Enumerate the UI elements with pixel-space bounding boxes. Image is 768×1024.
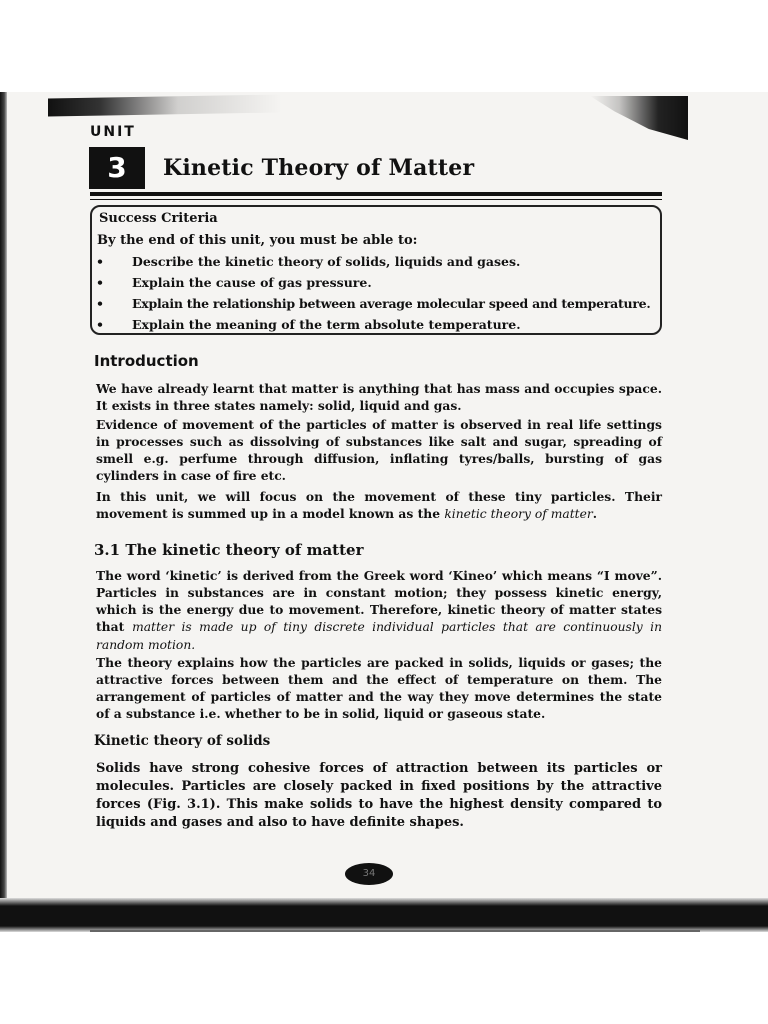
subsection-heading: Kinetic theory of solids bbox=[94, 733, 271, 749]
kinetic-theory-term: kinetic theory of matter bbox=[444, 507, 593, 521]
scan-bottom-rule bbox=[90, 930, 700, 932]
title-divider-thin bbox=[90, 199, 662, 200]
page-title: Kinetic Theory of Matter bbox=[163, 155, 475, 181]
title-divider bbox=[90, 192, 662, 196]
paragraph-text: The word ‘kinetic’ is derived from the Greek word ‘Kineo’ which means “I move”. Particles in substances are in constant motion; they possess kinetic energy, which is the energy due to movement. Therefore, kinetic theory of matter states that bbox=[96, 568, 662, 634]
bullet-icon: • bbox=[96, 254, 104, 269]
scan-left-edge bbox=[0, 92, 7, 932]
criteria-item-text: Explain the meaning of the term absolute temperature. bbox=[132, 317, 521, 332]
bullet-icon: • bbox=[96, 317, 104, 332]
criteria-item-text: Describe the kinetic theory of solids, liquids and gases. bbox=[132, 254, 521, 269]
criteria-item-text: Explain the relationship between average molecular speed and temperature. bbox=[132, 296, 651, 311]
unit-label: UNIT bbox=[90, 124, 136, 140]
paragraph-text: In this unit, we will focus on the movement of these tiny particles. Their movement is summed up in a model known as the bbox=[96, 489, 662, 521]
solids-paragraph: Solids have strong cohesive forces of attraction between its particles or molecules. Particles are closely packed in fixed positions by the attractive forces (Fig. 3.1). This make solids to have the highest density compared to liquids and gases and also to have definite shapes. bbox=[96, 761, 662, 830]
paragraph-end: . bbox=[592, 506, 598, 521]
scan-bottom-edge bbox=[0, 898, 768, 932]
introduction-paragraph-3 bbox=[96, 488, 662, 523]
section-heading: 3.1 The kinetic theory of matter bbox=[94, 541, 364, 559]
criteria-intro: By the end of this unit, you must be able to: bbox=[97, 233, 418, 248]
bullet-icon: • bbox=[96, 296, 104, 311]
section-paragraph-2: The theory explains how the particles are packed in solids, liquids or gases; the attractive forces between them and the effect of temperature on them. The arrangement of particles of matter and the way they move determines the state of a substance i.e. whether to be in solid, liquid or gaseous state. bbox=[96, 655, 662, 721]
unit-number-badge: 3 bbox=[89, 147, 145, 189]
bullet-icon: • bbox=[96, 275, 104, 290]
criteria-item-text: Explain the cause of gas pressure. bbox=[132, 275, 372, 290]
criteria-title: Success Criteria bbox=[99, 211, 218, 226]
success-criteria-box bbox=[90, 205, 662, 335]
page-number: 34 bbox=[345, 863, 393, 885]
introduction-paragraph-1: We have already learnt that matter is anything that has mass and occupies space. It exists in three states namely: solid, liquid and gas. bbox=[96, 381, 662, 413]
section-paragraph-1 bbox=[96, 567, 662, 654]
definition-italic: matter is made up of tiny discrete individual particles that are continuously in random motion. bbox=[96, 620, 662, 652]
introduction-heading: Introduction bbox=[94, 352, 199, 370]
introduction-paragraph-2: Evidence of movement of the particles of matter is observed in real life settings in processes such as dissolving of substances like salt and sugar, spreading of smell e.g. perfume through diffusion, inflating tyres/balls, bursting of gas cylinders in case of fire etc. bbox=[96, 417, 662, 483]
